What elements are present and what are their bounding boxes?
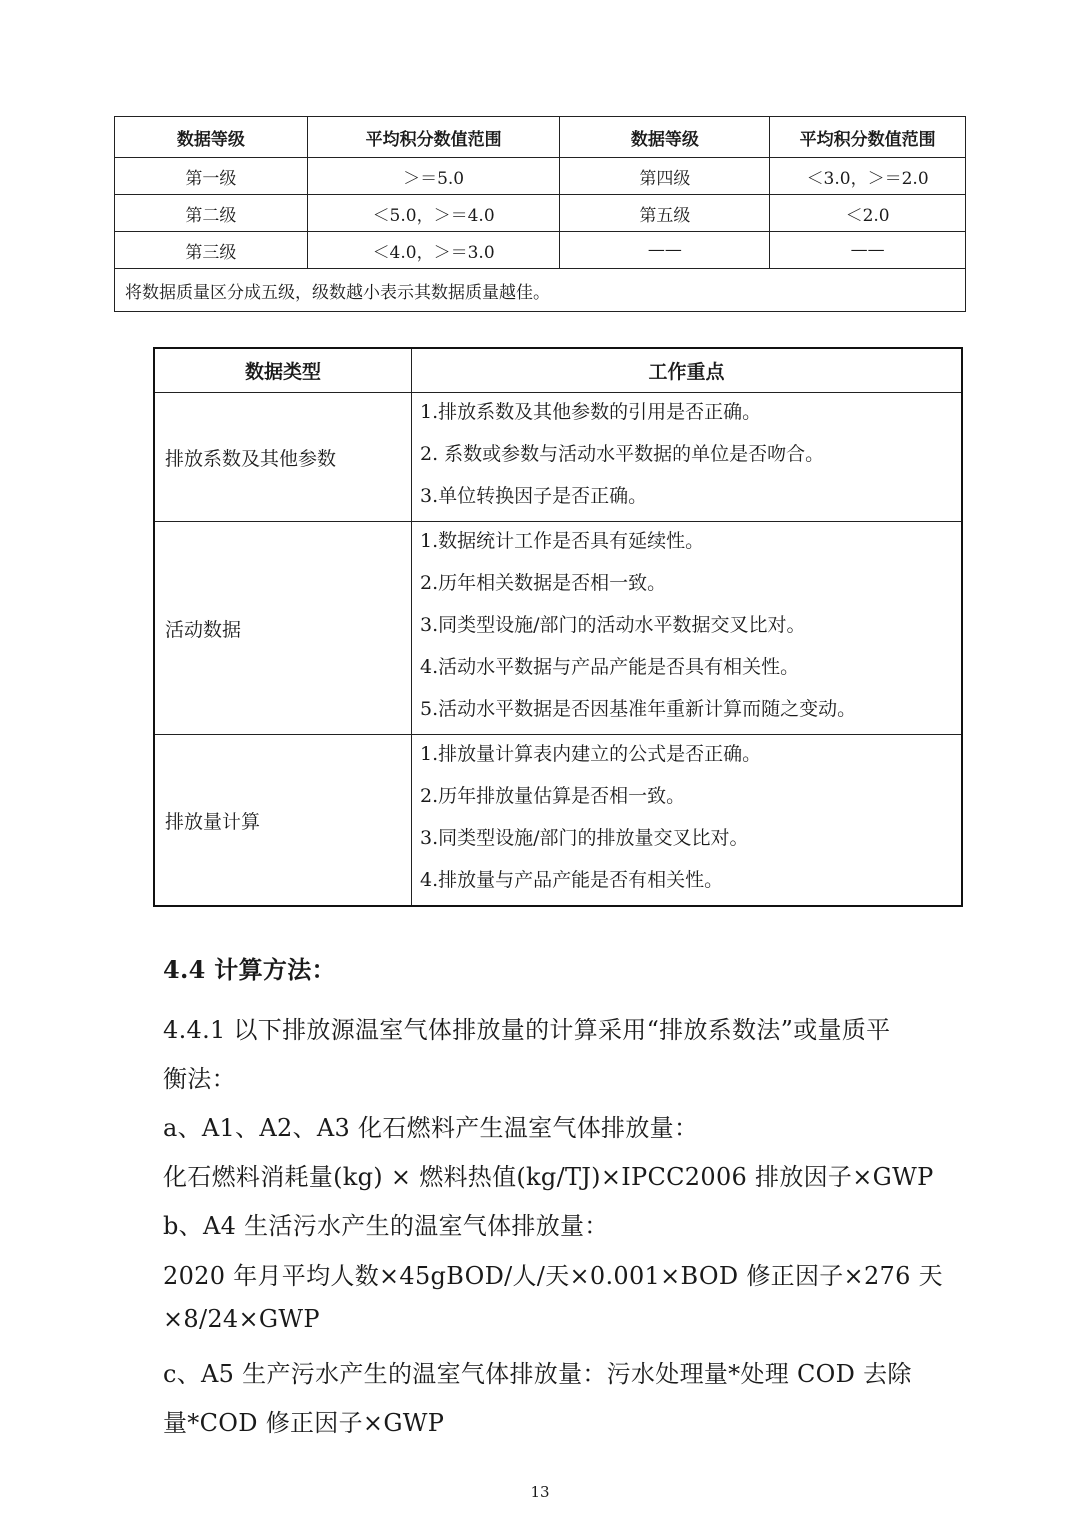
table-row <box>115 195 966 232</box>
table-cell: 第四级 <box>560 158 770 195</box>
table-row <box>154 393 962 522</box>
header-cell: 平均积分数值范围 <box>307 117 560 158</box>
data-type-cell: 排放系数及其他参数 <box>154 393 412 522</box>
body-line: 4.4.1 以下排放源温室气体排放量的计算采用“排放系数法”或量质平 <box>163 1016 891 1044</box>
table-cell: ＜4.0，＞＝3.0 <box>307 232 560 269</box>
body-line: b、A4 生活污水产生的温室气体排放量： <box>163 1212 609 1240</box>
focus-item: 2.历年排放量估算是否相一致。 <box>420 785 686 807</box>
table-cell: 第三级 <box>115 232 308 269</box>
table-row <box>154 735 962 907</box>
table-cell: 第一级 <box>115 158 308 195</box>
header-cell: 数据等级 <box>560 117 770 158</box>
focus-item: 3.同类型设施/部门的活动水平数据交叉比对。 <box>420 614 806 636</box>
header-cell: 数据等级 <box>115 117 308 158</box>
formula-line: 化石燃料消耗量(kg) × 燃料热值(kg/TJ)×IPCC2006 排放因子×GWP <box>163 1163 934 1191</box>
header-cell: 数据类型 <box>154 348 412 393</box>
table-cell: —— <box>770 232 966 269</box>
focus-item: 5.活动水平数据是否因基准年重新计算而随之变动。 <box>420 698 857 720</box>
focus-cell <box>412 522 963 735</box>
section-heading: 4.4 计算方法： <box>163 955 336 984</box>
focus-item: 1.数据统计工作是否具有延续性。 <box>420 530 705 552</box>
data-grade-table <box>114 116 966 312</box>
focus-item: 3.同类型设施/部门的排放量交叉比对。 <box>420 827 749 849</box>
table-cell: ＜5.0，＞＝4.0 <box>307 195 560 232</box>
focus-item: 4.活动水平数据与产品产能是否具有相关性。 <box>420 656 800 678</box>
table-cell: ＞＝5.0 <box>307 158 560 195</box>
table-note: 将数据质量区分成五级，级数越小表示其数据质量越佳。 <box>115 269 966 312</box>
page-number: 13 <box>530 1483 550 1501</box>
table-cell: ＜3.0，＞＝2.0 <box>770 158 966 195</box>
focus-item: 3.单位转换因子是否正确。 <box>420 485 648 507</box>
focus-item: 1.排放量计算表内建立的公式是否正确。 <box>420 743 762 765</box>
focus-item: 4.排放量与产品产能是否有相关性。 <box>420 869 724 891</box>
body-line: a、A1、A2、A3 化石燃料产生温室气体排放量： <box>163 1114 699 1142</box>
focus-cell <box>412 393 963 522</box>
focus-cell <box>412 735 963 907</box>
work-focus-table <box>153 347 963 907</box>
data-type-cell: 排放量计算 <box>154 735 412 907</box>
table-cell: 第五级 <box>560 195 770 232</box>
table-row <box>154 522 962 735</box>
focus-item: 1.排放系数及其他参数的引用是否正确。 <box>420 401 762 423</box>
body-line: c、A5 生产污水产生的温室气体排放量：污水处理量*处理 COD 去除 <box>163 1360 912 1388</box>
data-type-cell: 活动数据 <box>154 522 412 735</box>
formula-line: 2020 年月平均人数×45gBOD/人/天×0.001×BOD 修正因子×276 天 <box>163 1262 943 1290</box>
table-header-row <box>115 117 966 158</box>
table-cell: —— <box>560 232 770 269</box>
table-note-row <box>115 269 966 312</box>
table-cell: 第二级 <box>115 195 308 232</box>
focus-item: 2.历年相关数据是否相一致。 <box>420 572 667 594</box>
focus-item: 2. 系数或参数与活动水平数据的单位是否吻合。 <box>420 443 825 465</box>
header-cell: 平均积分数值范围 <box>770 117 966 158</box>
table-header-row <box>154 348 962 393</box>
header-cell: 工作重点 <box>412 348 963 393</box>
table-row <box>115 232 966 269</box>
body-line: 量*COD 修正因子×GWP <box>163 1409 445 1437</box>
table-row <box>115 158 966 195</box>
table-cell: ＜2.0 <box>770 195 966 232</box>
formula-line: ×8/24×GWP <box>163 1305 320 1333</box>
body-line: 衡法： <box>163 1065 236 1093</box>
